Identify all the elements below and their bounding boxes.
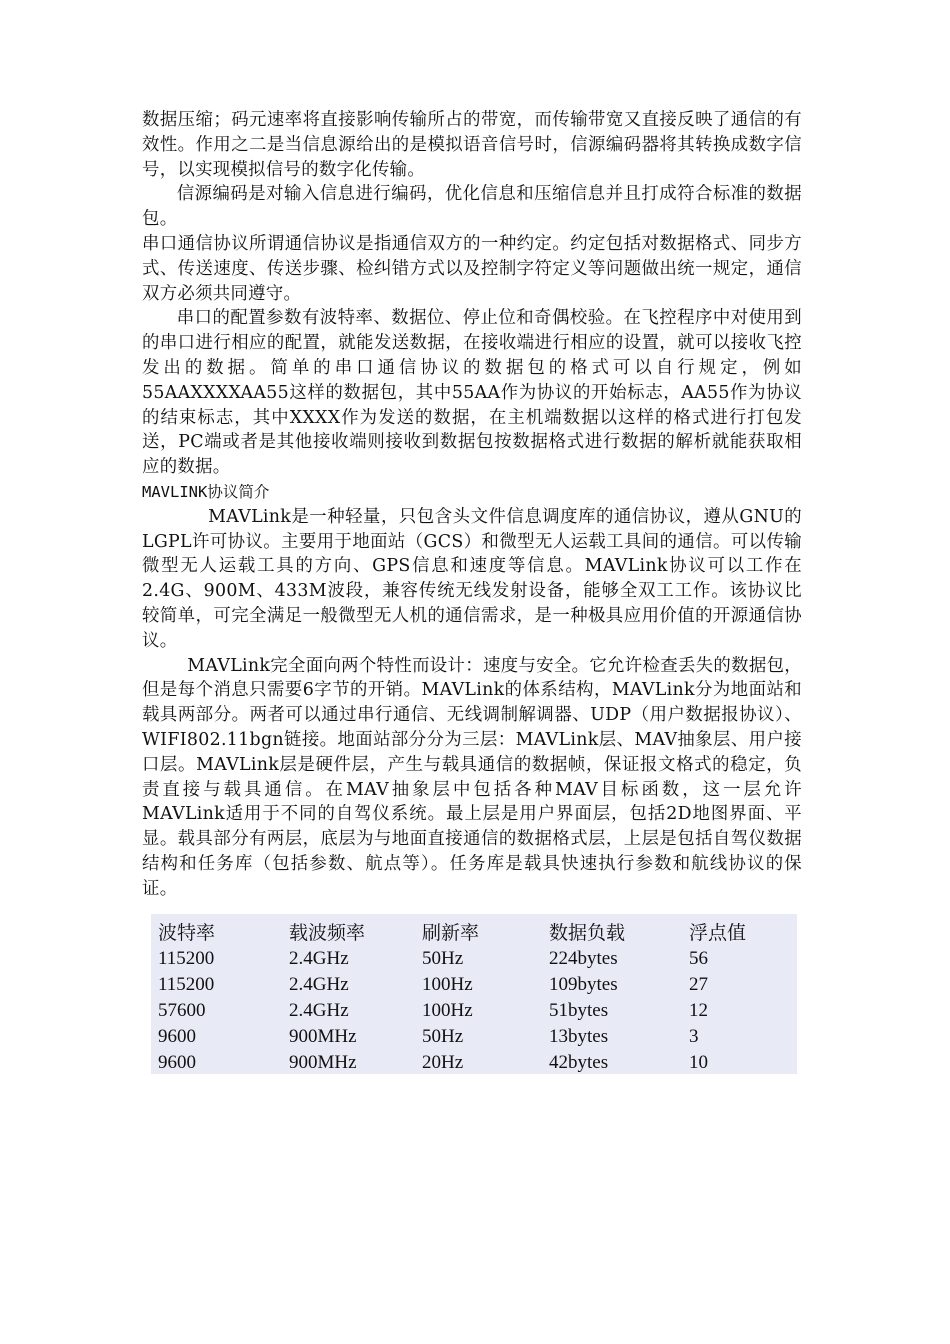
- table-header-row: [151, 914, 797, 946]
- table-cell: 900MHz: [289, 1052, 357, 1073]
- column-header-baud-rate: 波特率: [158, 921, 216, 944]
- column-header-float-values: 浮点值: [689, 921, 747, 944]
- table-cell: 42bytes: [549, 1052, 609, 1073]
- table-cell: 50Hz: [422, 948, 464, 969]
- table-cell: 115200: [158, 974, 215, 995]
- table-row: [151, 1050, 797, 1076]
- paragraph-serial-protocol: 串口通信协议所谓通信协议是指通信双方的一种约定。约定包括对数据格式、同步方式、传送速度、传送步骤、检纠错方式以及控制字符定义等问题做出统一规定，通信双方必须共同遵守。: [142, 233, 802, 304]
- table-row: [151, 1024, 797, 1050]
- paragraph-source-coding-definition: 信源编码是对输入信息进行编码，优化信息和压缩信息并且打成符合标准的数据包。: [142, 184, 802, 230]
- table-cell: 56: [689, 948, 708, 969]
- section-heading-mavlink: MAVLINK协议简介: [142, 482, 270, 501]
- table-cell: 2.4GHz: [289, 948, 349, 969]
- table-cell: 100Hz: [422, 1000, 473, 1021]
- table-cell: 2.4GHz: [289, 1000, 349, 1021]
- table-cell: 2.4GHz: [289, 974, 349, 995]
- paragraph-source-coding-effect: 数据压缩；码元速率将直接影响传输所占的带宽，而传输带宽又直接反映了通信的有效性。作用之二是当信息源给出的是模拟语音信号时，信源编码器将其转换成数字信号，以实现模拟信号的数字化传输。: [142, 110, 802, 180]
- table-cell: 50Hz: [422, 1026, 464, 1047]
- table-cell: 9600: [158, 1026, 196, 1047]
- table-cell: 115200: [158, 948, 215, 969]
- paragraph-mavlink-architecture: MAVLink完全面向两个特性而设计：速度与安全。它允许检查丢失的数据包，但是每个消息只需要6字节的开销。MAVLink的体系结构，MAVLink分为地面站和载具两部分。两者可以通过串行通信、无线调制解调器、UDP（用户数据报协议）、WIFI802.11bgn链接。地面站部分分为三层：MAVLink层、MAV抽象层、用户接口层。MAVLink层是硬件层，产生与载具通信的数据帧，保证报文格式的稳定，负责直接与载具通信。在MAV抽象层中包括各种MAV目标函数，这一层允许MAVLink适用于不同的自驾仪系统。最上层是用户界面层，包括2D地图界面、平显。载具部分有两层，底层为与地面直接通信的数据格式层，上层是包括自驾仪数据结构和任务库（包括参数、航点等）。任务库是载具快速执行参数和航线协议的保证。: [142, 655, 802, 899]
- table-row: [151, 972, 797, 998]
- table-cell: 9600: [158, 1052, 196, 1073]
- table-cell: 109bytes: [549, 974, 618, 995]
- column-header-refresh-rate: 刷新率: [422, 921, 480, 944]
- table-cell: 10: [689, 1052, 708, 1073]
- paragraph-serial-config: 串口的配置参数有波特率、数据位、停止位和奇偶校验。在飞控程序中对使用到的串口进行相应的配置，就能发送数据，在接收端进行相应的设置，就可以接收飞控发出的数据。简单的串口通信协议的数据包的格式可以自行规定，例如55AAXXXXAA55这样的数据包，其中55AA作为协议的开始标志，AA55作为协议的结束标志，其中XXXX作为发送的数据，在主机端数据以这样的格式进行打包发送，PC端或者是其他接收端则接收到数据包按数据格式进行数据的解析就能获取相应的数据。: [142, 308, 802, 478]
- column-header-carrier-frequency: 载波频率: [289, 921, 366, 944]
- table-row: [151, 946, 797, 972]
- table-cell: 3: [689, 1026, 699, 1047]
- column-header-payload: 数据负载: [549, 921, 626, 944]
- document-body: [142, 108, 802, 902]
- paragraph-mavlink-intro: MAVLink是一种轻量，只包含头文件信息调度库的通信协议，遵从GNU的LGPL许可协议。主要用于地面站（GCS）和微型无人运载工具间的通信。可以传输微型无人运载工具的方向、GPS信息和速度等信息。MAVLink协议可以工作在2.4G、900M、433M波段，兼容传统无线发射设备，能够全双工工作。该协议比较简单，可完全满足一般微型无人机的通信需求，是一种极具应用价值的开源通信协议。: [142, 506, 802, 651]
- table-cell: 224bytes: [549, 948, 618, 969]
- table-row: [151, 998, 797, 1024]
- table-cell: 57600: [158, 1000, 206, 1021]
- table-cell: 27: [689, 974, 708, 995]
- table-cell: 51bytes: [549, 1000, 609, 1021]
- table-cell: 13bytes: [549, 1026, 609, 1047]
- table-cell: 900MHz: [289, 1026, 357, 1047]
- parameter-table: [151, 914, 797, 1074]
- table-cell: 20Hz: [422, 1052, 464, 1073]
- table-cell: 12: [689, 1000, 708, 1021]
- table-cell: 100Hz: [422, 974, 473, 995]
